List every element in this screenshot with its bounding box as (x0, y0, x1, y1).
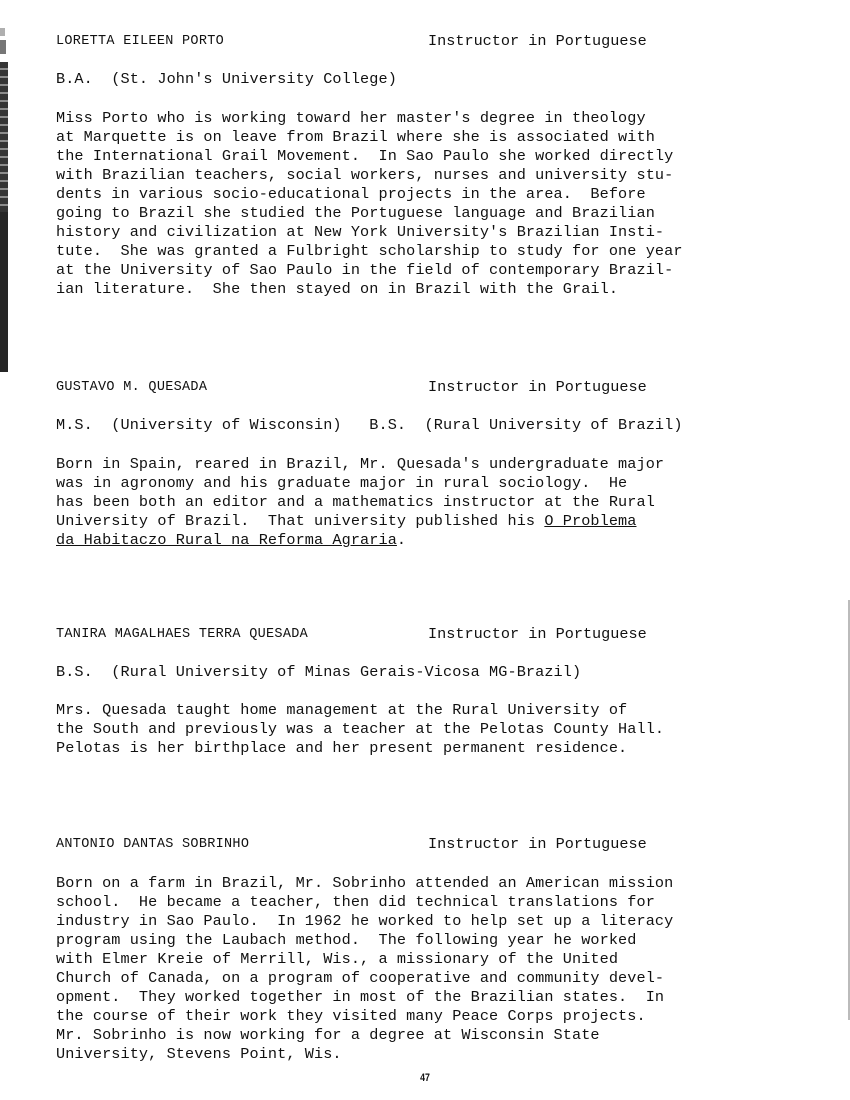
faculty-title: Instructor in Portuguese (428, 378, 647, 396)
scan-edge-artifact (0, 40, 6, 54)
book-title: da Habitaczo Rural na Reforma Agraria (56, 531, 397, 549)
faculty-title: Instructor in Portuguese (428, 835, 647, 853)
bio-line: school. He became a teacher, then did technical translations for (56, 893, 655, 911)
bio-line: Born in Spain, reared in Brazil, Mr. Quesada's undergraduate major (56, 455, 665, 473)
bio-line: history and civilization at New York University's Brazilian Insti- (56, 223, 665, 241)
bio-line: Church of Canada, on a program of cooperative and community devel- (56, 969, 665, 987)
bio-line: the International Grail Movement. In Sao Paulo she worked directly (56, 147, 674, 165)
faculty-degrees: M.S. (University of Wisconsin) B.S. (Rural University of Brazil) (56, 416, 683, 434)
faculty-title: Instructor in Portuguese (428, 32, 647, 50)
bio-line: program using the Laubach method. The following year he worked (56, 931, 637, 949)
bio-line: the South and previously was a teacher at the Pelotas County Hall. (56, 720, 665, 738)
scan-edge-artifact (0, 62, 8, 212)
faculty-name: LORETTA EILEEN PORTO (56, 34, 225, 49)
faculty-degrees: B.A. (St. John's University College) (56, 70, 397, 88)
bio-line: tute. She was granted a Fulbright scholarship to study for one year (56, 242, 683, 260)
scan-edge-artifact (0, 28, 5, 36)
bio-line: at Marquette is on leave from Brazil where she is associated with (56, 128, 655, 146)
bio-line: University, Stevens Point, Wis. (56, 1045, 342, 1063)
bio-text: . (396, 531, 407, 549)
bio-line: has been both an editor and a mathematics instructor at the Rural (56, 493, 655, 511)
faculty-name: ANTONIO DANTAS SOBRINHO (56, 837, 250, 852)
scan-edge-artifact (0, 212, 8, 372)
bio-line: industry in Sao Paulo. In 1962 he worked to help set up a literacy (56, 912, 674, 930)
bio-line: ian literature. She then stayed on in Brazil with the Grail. (56, 280, 619, 298)
faculty-title: Instructor in Portuguese (428, 625, 647, 643)
bio-line: going to Brazil she studied the Portuguese language and Brazilian (56, 204, 655, 222)
bio-line: dents in various socio-educational projects in the area. Before (56, 185, 646, 203)
bio-text: University of Brazil. That university published his (56, 512, 545, 530)
bio-line: with Elmer Kreie of Merrill, Wis., a missionary of the United (56, 950, 619, 968)
bio-line: Mr. Sobrinho is now working for a degree at Wisconsin State (56, 1026, 600, 1044)
bio-line: the course of their work they visited many Peace Corps projects. (56, 1007, 646, 1025)
bio-line (56, 512, 636, 531)
bio-line: Miss Porto who is working toward her master's degree in theology (56, 109, 646, 127)
bio-line: Mrs. Quesada taught home management at the Rural University of (56, 701, 628, 719)
bio-line: opment. They worked together in most of the Brazilian states. In (56, 988, 665, 1006)
page-number: 47 (420, 1072, 430, 1084)
faculty-name: GUSTAVO M. QUESADA (56, 380, 208, 395)
bio-line (56, 531, 406, 550)
bio-line: with Brazilian teachers, social workers, nurses and university stu- (56, 166, 674, 184)
bio-line: Pelotas is her birthplace and her present permanent residence. (56, 739, 628, 757)
faculty-name: TANIRA MAGALHAES TERRA QUESADA (56, 627, 309, 642)
bio-line: Born on a farm in Brazil, Mr. Sobrinho attended an American mission (56, 874, 674, 892)
book-title: O Problema (544, 512, 637, 530)
bio-line: was in agronomy and his graduate major in rural sociology. He (56, 474, 628, 492)
bio-line: at the University of Sao Paulo in the field of contemporary Brazil- (56, 261, 674, 279)
faculty-degrees: B.S. (Rural University of Minas Gerais-Vicosa MG-Brazil) (56, 663, 582, 681)
